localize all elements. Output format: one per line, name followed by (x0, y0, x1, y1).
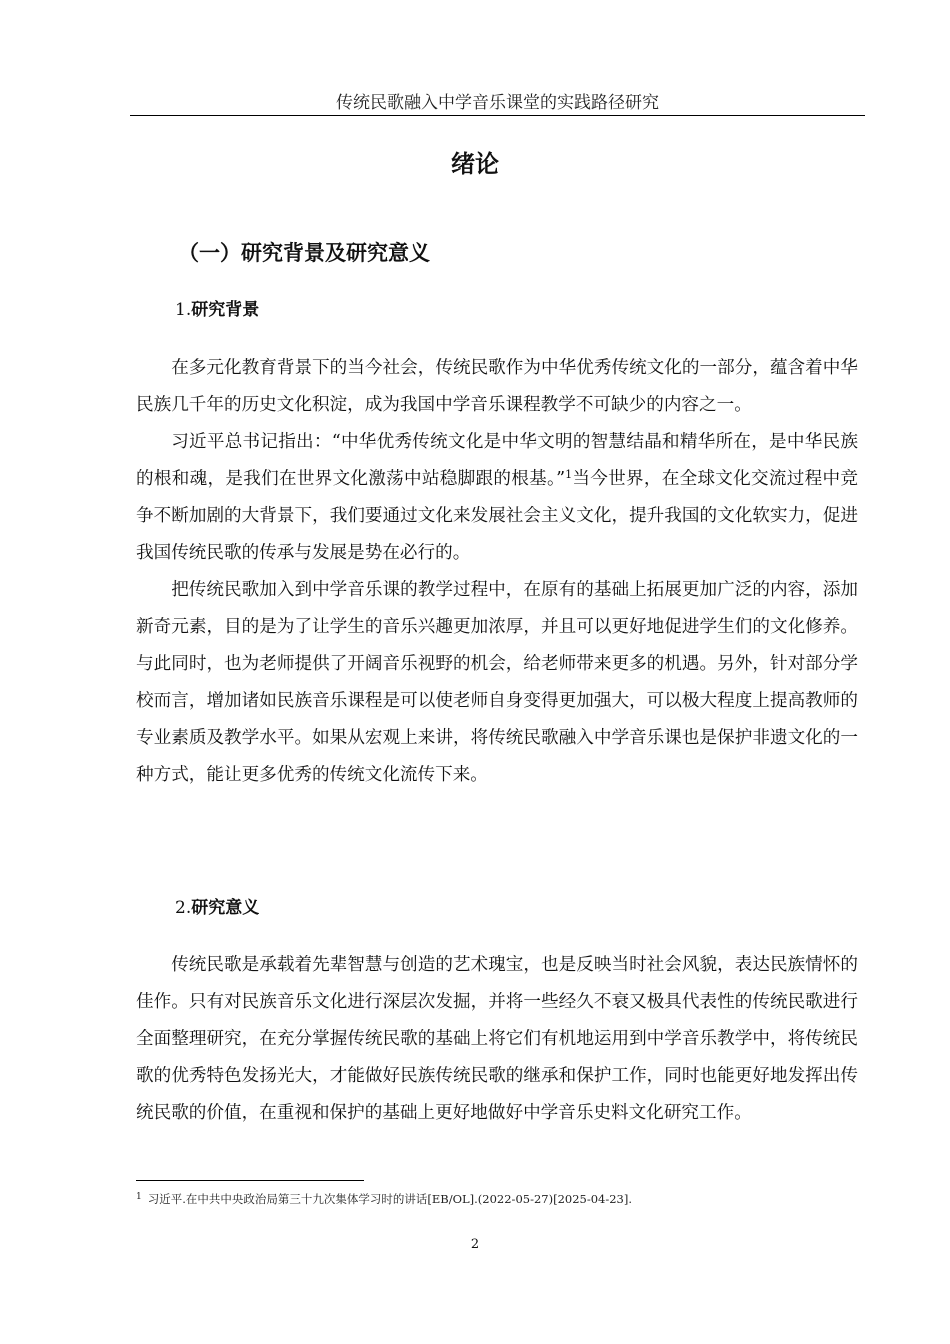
paragraph: 把传统民歌加入到中学音乐课的教学过程中，在原有的基础上拓展更加广泛的内容，添加新奇元素，目的是为了让学生的音乐兴趣更加浓厚，并且可以更好地促进学生们的文化修养。与此同时，也为老师提供了开阔音乐视野的机会，给老师带来更多的机遇。另外，针对部分学校而言，增加诸如民族音乐课程是可以使老师自身变得更加强大，可以极大程度上提高教师的专业素质及教学水平。如果从宏观上来讲，将传统民歌融入中学音乐课也是保护非遗文化的一种方式，能让更多优秀的传统文化流传下来。 (136, 580, 858, 785)
running-header: 传统民歌融入中学音乐课堂的实践路径研究 (336, 93, 659, 113)
paragraph: 在多元化教育背景下的当今社会，传统民歌作为中华优秀传统文化的一部分，蕴含着中华民族几千年的历史文化积淀，成为我国中学音乐课程教学不可缺少的内容之一。 (136, 358, 858, 415)
footnote-text: 习近平.在中共中央政治局第三十九次集体学习时的讲话[EB/OL].(2022-05-27)[2025-04-23]. (147, 1192, 633, 1206)
significance-body (136, 947, 858, 1132)
chapter-title: 绪论 (451, 150, 499, 178)
quote-text: 习近平总书记指出：“中华优秀传统文化是中华文明的智慧结晶和精华所在，是中华民族的根和魂，是我们在世界文化激荡中站稳脚跟的根基。” (136, 432, 858, 489)
background-body (136, 350, 858, 794)
page-number: 2 (470, 1237, 480, 1252)
subsection-number: 2. (175, 898, 192, 918)
subsection-heading-significance (175, 896, 259, 920)
footnote-rule (136, 1180, 364, 1181)
footnote-reference[interactable]: 1 (565, 468, 573, 481)
section-heading: （一）研究背景及研究意义 (178, 241, 430, 265)
footnote-mark: 1 (136, 1192, 142, 1202)
subsection-number: 1. (175, 300, 192, 320)
header-rule (130, 115, 865, 116)
subsection-heading-background (175, 298, 259, 322)
footnote (136, 1188, 858, 1208)
subsection-label: 研究意义 (191, 898, 260, 918)
paragraph: 传统民歌是承载着先辈智慧与创造的艺术瑰宝，也是反映当时社会风貌，表达民族情怀的佳作。只有对民族音乐文化进行深层次发掘，并将一些经久不衰又极具代表性的传统民歌进行全面整理研究，在充分掌握传统民歌的基础上将它们有机地运用到中学音乐教学中，将传统民歌的优秀特色发扬光大，才能做好民族传统民歌的继承和保护工作，同时也能更好地发挥出传统民歌的价值，在重视和保护的基础上更好地做好中学音乐史料文化研究工作。 (136, 955, 858, 1123)
paragraph-continuation: 当今世界，在全球文化交流过程中竞争不断加剧的大背景下，我们要通过文化来发展社会主义文化，提升我国的文化软实力，促进我国传统民歌的传承与发展是势在必行的。 (136, 469, 858, 563)
paragraph (136, 424, 858, 572)
subsection-label: 研究背景 (191, 300, 260, 320)
